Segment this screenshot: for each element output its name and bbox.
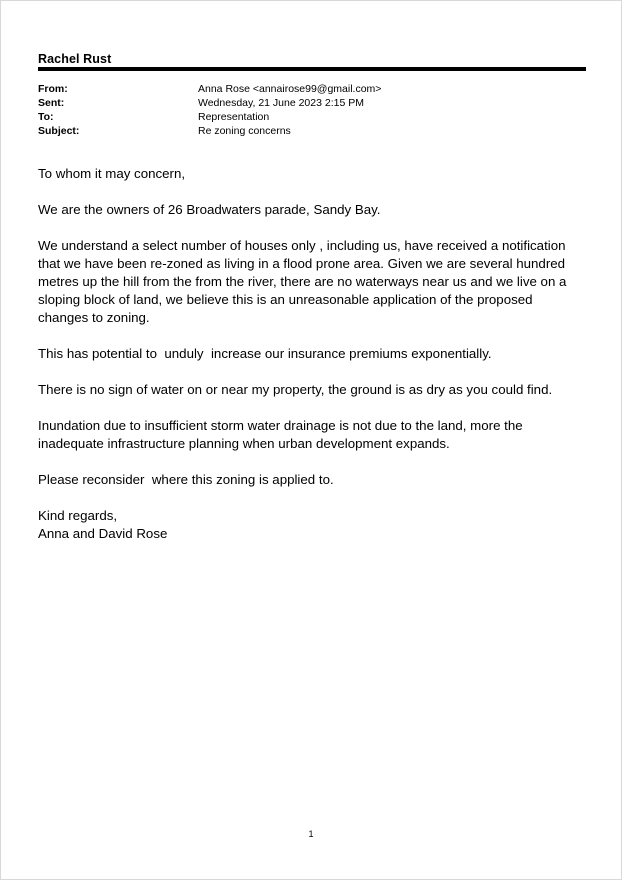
from-value: Anna Rose <annairose99@gmail.com> (198, 83, 382, 95)
to-value: Representation (198, 111, 270, 123)
paragraph-reconsider: Please reconsider where this zoning is applied to. (38, 472, 334, 487)
subject-value: Re zoning concerns (198, 125, 291, 137)
email-body (38, 165, 586, 543)
to-label: To: (38, 111, 54, 123)
paragraph-drainage: Inundation due to insufficient storm water drainage is not due to the land, more the inadequate infrastructure planning when urban development expands. (38, 418, 527, 451)
sent-value: Wednesday, 21 June 2023 2:15 PM (198, 97, 364, 109)
paragraph-dry-ground: There is no sign of water on or near my property, the ground is as dry as you could find. (38, 382, 553, 397)
signoff: Kind regards, (38, 508, 118, 523)
paragraph-insurance: This has potential to unduly increase our insurance premiums exponentially. (38, 346, 492, 361)
subject-label: Subject: (38, 125, 80, 137)
paragraph-rezoning: We understand a select number of houses only , including us, have received a notification that we have been re-zoned as living in a flood prone area. Given we are several hundred metres up the hill from the from the river, there are no waterways near us and we live on a sloping block of land, we believe this is an unreasonable application of the proposed changes to zoning. (38, 238, 571, 325)
greeting: To whom it may concern, (38, 166, 186, 181)
email-subject-row (38, 124, 586, 138)
from-label: From: (38, 83, 68, 95)
paragraph-address: We are the owners of 26 Broadwaters parade, Sandy Bay. (38, 202, 381, 217)
signature: Anna and David Rose (38, 526, 168, 541)
email-sent-row (38, 96, 586, 110)
page-number: 1 (308, 829, 314, 839)
header-divider (38, 67, 586, 71)
email-to-row (38, 110, 586, 124)
email-from-row (38, 82, 586, 96)
sent-label: Sent: (38, 97, 65, 109)
mailbox-owner-name: Rachel Rust (38, 52, 112, 66)
